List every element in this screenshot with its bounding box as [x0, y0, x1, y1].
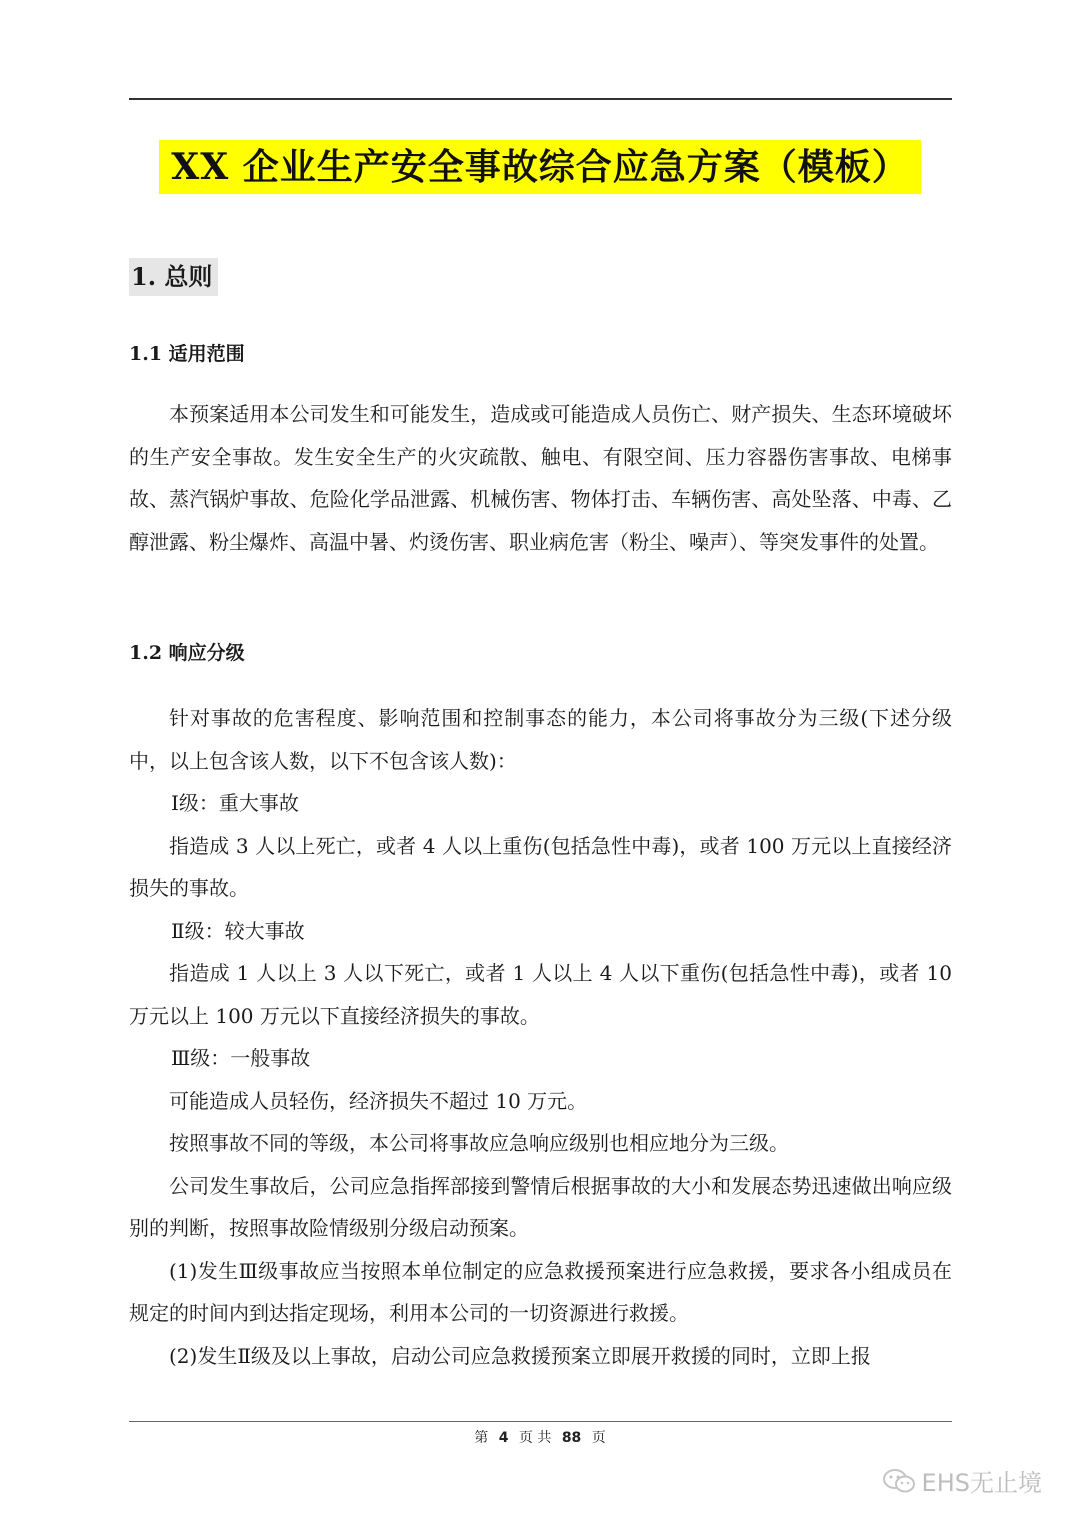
footer-prefix: 第	[474, 1430, 489, 1446]
watermark-text: EHS无止境	[921, 1469, 1042, 1497]
response-intro: 针对事故的危害程度、影响范围和控制事态的能力，本公司将事故分为三级(下述分级中，以上包含该人数，以下不包含该人数)：	[129, 706, 952, 773]
response-paragraph-c: (1)发生Ⅲ级事故应当按照本单位制定的应急救援预案进行应急救援，要求各小组成员在规定的时间内到达指定现场，利用本公司的一切资源进行救援。	[129, 1258, 952, 1325]
watermark	[882, 1463, 1042, 1498]
level1-label: Ⅰ级：重大事故	[171, 791, 299, 815]
level3-label: Ⅲ级：一般事故	[171, 1046, 311, 1070]
level3-description: 可能造成人员轻伤，经济损失不超过 10 万元。	[169, 1088, 588, 1113]
footer-page-number: 4	[498, 1430, 509, 1446]
document-title: XX 企业生产安全事故综合应急方案（模板）	[159, 140, 920, 194]
footer-suffix: 页	[591, 1430, 606, 1446]
footer-middle: 页 共	[518, 1430, 552, 1446]
scope-paragraph: 本预案适用本公司发生和可能发生，造成或可能造成人员伤亡、财产损失、生态环境破坏的生产安全事故。发生安全生产的火灾疏散、触电、有限空间、压力容器伤害事故、电梯事故、蒸汽锅炉事故、危险化学品泄露、机械伤害、物体打击、车辆伤害、高处坠落、中毒、乙醇泄露、粉尘爆炸、高温中暑、灼烫伤害、职业病危害（粉尘、噪声）、等突发事件的处置。	[129, 402, 952, 554]
footer-rule	[129, 1421, 952, 1422]
title-wrap	[0, 140, 1080, 194]
response-paragraph-a: 按照事故不同的等级，本公司将事故应急响应级别也相应地分为三级。	[169, 1131, 789, 1155]
header-rule	[129, 98, 952, 100]
response-paragraph-d: (2)发生Ⅱ级及以上事故，启动公司应急救援预案立即展开救援的同时，立即上报	[169, 1343, 871, 1368]
wechat-icon	[882, 1467, 916, 1495]
footer-total-pages: 88	[561, 1430, 582, 1446]
response-body	[129, 697, 952, 1377]
scope-body	[129, 393, 952, 563]
level2-label: Ⅱ级：较大事故	[171, 918, 305, 943]
subsection-heading-response-levels: 1.2 响应分级	[129, 642, 245, 664]
level2-description: 指造成 1 人以上 3 人以下死亡，或者 1 人以上 4 人以下重伤(包括急性中毒)，或者 10 万元以上 100 万元以下直接经济损失的事故。	[129, 961, 952, 1028]
section-heading-general: 1. 总则	[129, 258, 218, 296]
subsection-heading-scope: 1.1 适用范围	[129, 343, 245, 365]
page-footer	[0, 1427, 1080, 1447]
response-paragraph-b: 公司发生事故后，公司应急指挥部接到警情后根据事故的大小和发展态势迅速做出响应级别的判断，按照事故险情级别分级启动预案。	[129, 1173, 952, 1240]
level1-description: 指造成 3 人以上死亡，或者 4 人以上重伤(包括急性中毒)，或者 100 万元以上直接经济损失的事故。	[129, 833, 952, 900]
